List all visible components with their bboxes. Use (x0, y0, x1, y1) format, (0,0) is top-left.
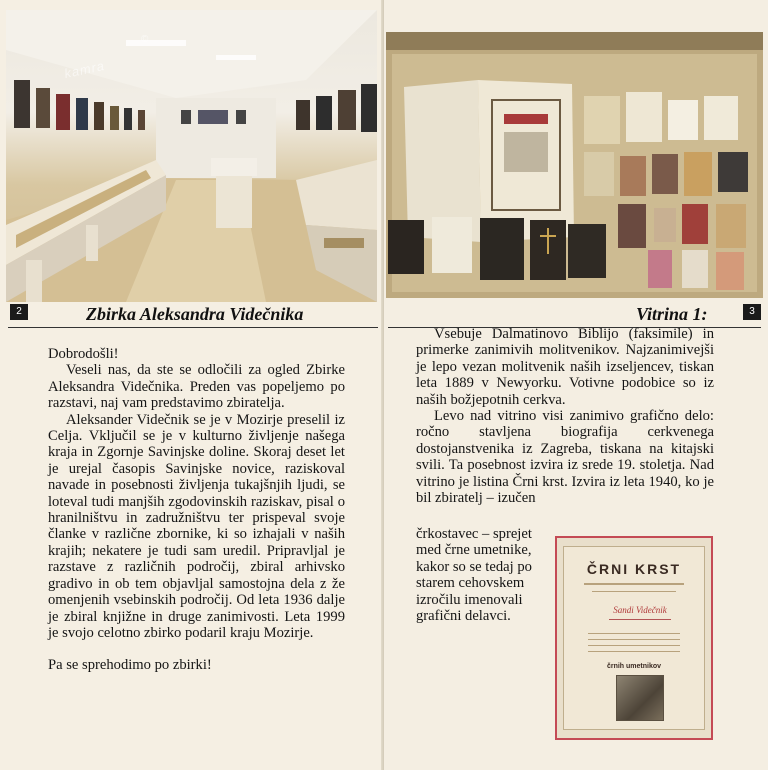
certificate-name: Sandi Videčnik (609, 605, 671, 620)
left-paragraph-1: Dobrodošli! (48, 346, 119, 362)
right-body-text-wrap (416, 526, 538, 624)
right-paragraph-2-wrap: črkostavec – sprejet med črne umetnike, kakor so se tedaj po starem cehovskem izročilu imenovali grafični delavci. (416, 526, 532, 625)
page-number-left: 2 (10, 304, 28, 320)
gallery-illustration (6, 10, 377, 302)
left-title-rule (8, 327, 378, 328)
left-paragraph-3: Aleksander Videčnik se je v Mozirje preselil iz Celja. Vključil se je v kulturno življenje našega kraja in Zgornje Savinjske doline. Skoraj deset let je urejal časopis Savinjske novice, raziskoval navade in posebnosti življenja tukajšnjih ljudi, se loteval tudi manjših zgodovinskih raziskav, pisal o hranilništvu in zadružništvu ter prispeval svoje članke v različne zbornike, ki so izhajali v naših krajih; nekatere je tudi sam uredil. Pripravljal je razstave z različnih področij, zbiral arhivsko gradivo in ob tem objavljal samostojna dela z že omenjenih vsebinskih področij. Od leta 1936 dalje je zbiral knjižne in druge zanimivosti. Leta 1999 je svojo celotno zbirko podaril kraju Mozirje. (48, 411, 345, 641)
vitrina-illustration (386, 32, 763, 298)
certificate-line (584, 583, 684, 585)
crni-krst-certificate (555, 536, 713, 740)
certificate-line (588, 633, 680, 634)
certificate-photo (616, 675, 664, 721)
left-page (0, 0, 383, 770)
watermark-copyright: © (141, 34, 149, 45)
watermark-text: kamra (62, 57, 107, 82)
vitrina-photo (386, 32, 763, 298)
certificate-title: ČRNI KRST (586, 561, 682, 577)
left-paragraph-2: Veseli nas, da ste se odločili za ogled Zbirke Aleksandra Videčnika. Preden vas popeljemo po razstavi, naj vam predstavimo zbiratelja. (48, 362, 345, 412)
page-number-right: 3 (743, 304, 761, 320)
left-paragraph-4: Pa se sprehodimo po zbirki! (48, 657, 212, 674)
certificate-label: črnih umetnikov (606, 663, 662, 670)
certificate-line (588, 639, 680, 640)
right-body-text (416, 326, 714, 506)
left-page-title: Zbirka Aleksandra Videčnika (86, 304, 304, 324)
certificate-line (588, 651, 680, 652)
right-page-title: Vitrina 1: (636, 304, 708, 324)
gallery-photo (6, 10, 377, 302)
right-paragraph-1: Vsebuje Dalmatinovo Biblijo (faksimile) in primerke zanimivih molitvenikov. Najzanimivejši je lepo vezan molitvenik naših izseljencev, tiskan leta 1889 v Newyorku. Votivne podobice so iz naših božjepotnih cerkva. (416, 326, 714, 408)
left-body-text (48, 346, 345, 674)
certificate-line (592, 591, 676, 592)
right-paragraph-2: Levo nad vitrino visi zanimivo grafično delo: ročno stavljena biografija cerkvenega dostojanstvenika iz Zagreba, tiskana na kitajski svili. Ta posebnost izvira iz srede 19. stoletja. Nad vitrino je listina Črni krst. Izvira iz leta 1940, ko je bil zbiratelj – izučen (416, 408, 714, 507)
certificate-line (588, 645, 680, 646)
